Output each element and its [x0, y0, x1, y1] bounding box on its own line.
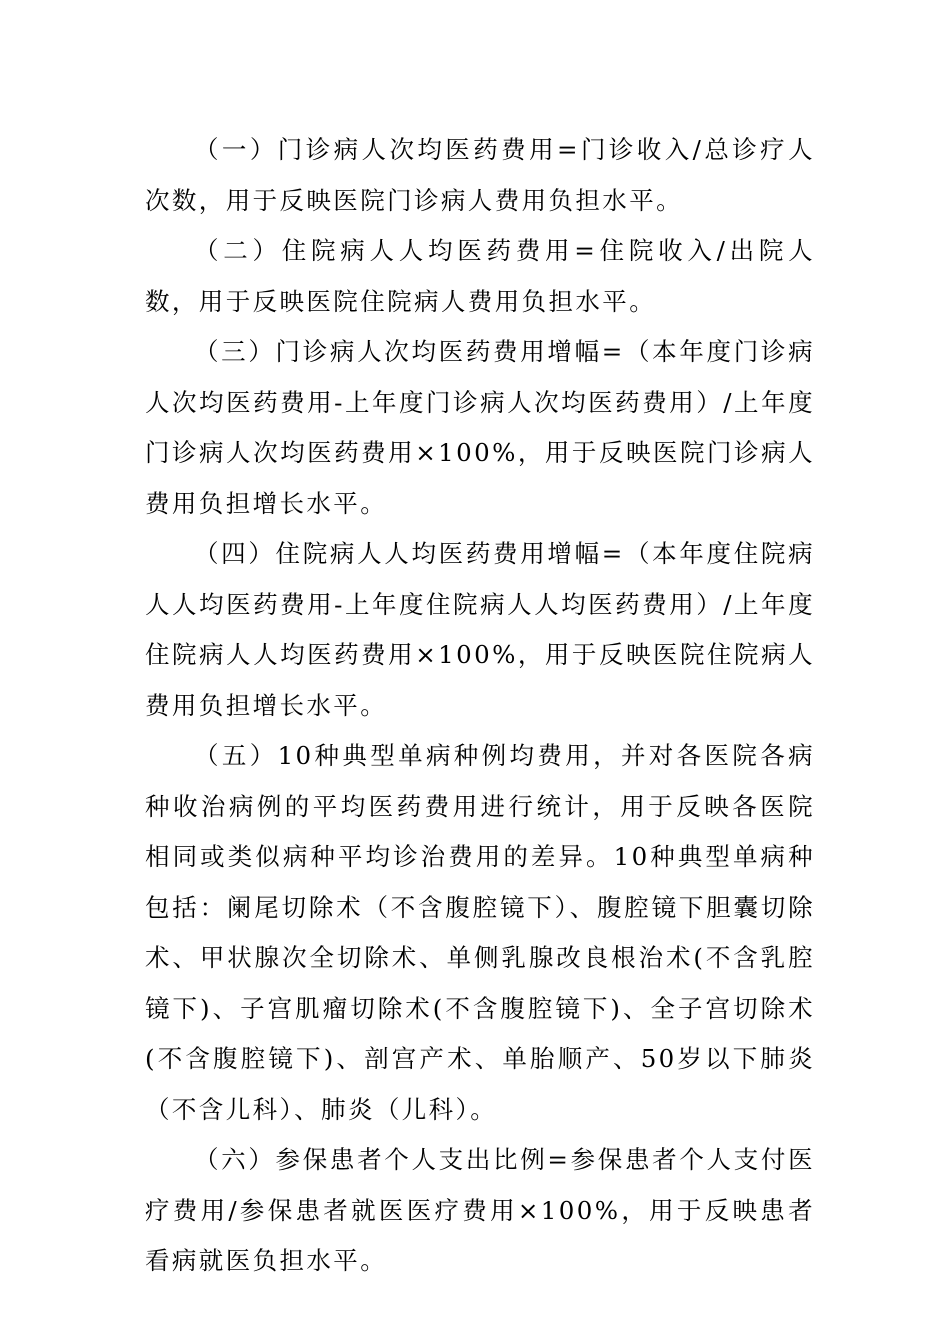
paragraph-inpatient-average-cost: （二）住院病人人均医药费用=住院收入/出院人数，用于反映医院住院病人费用负担水平。: [145, 236, 815, 316]
document-body: [145, 125, 815, 1287]
paragraph-single-disease-cost: （五）10种典型单病种例均费用，并对各医院各病种收治病例的平均医药费用进行统计，用于反映各医院相同或类似病种平均诊治费用的差异。10种典型单病种包括：阑尾切除术（不含腹腔镜下）、腹腔镜下胆囊切除术、甲状腺次全切除术、单侧乳腺改良根治术(不含乳腔镜下)、子宫肌瘤切除术(不含腹腔镜下)、全子宫切除术(不含腹腔镜下)、剖宫产术、单胎顺产、50岁以下肺炎（不含儿科）、肺炎（儿科）。: [145, 741, 815, 1124]
paragraph-outpatient-average-cost: （一）门诊病人次均医药费用=门诊收入/总诊疗人次数，用于反映医院门诊病人费用负担水平。: [145, 135, 815, 215]
paragraph-insured-self-pay-ratio: （六）参保患者个人支出比例=参保患者个人支付医疗费用/参保患者就医医疗费用×100%，用于反映患者看病就医负担水平。: [145, 1145, 815, 1275]
paragraph-inpatient-cost-growth: （四）住院病人人均医药费用增幅=（本年度住院病人人均医药费用-上年度住院病人人均医药费用）/上年度住院病人人均医药费用×100%，用于反映医院住院病人费用负担增长水平。: [145, 539, 815, 720]
paragraph-outpatient-cost-growth: （三）门诊病人次均医药费用增幅=（本年度门诊病人次均医药费用-上年度门诊病人次均医药费用）/上年度门诊病人次均医药费用×100%，用于反映医院门诊病人费用负担增长水平。: [145, 337, 815, 518]
